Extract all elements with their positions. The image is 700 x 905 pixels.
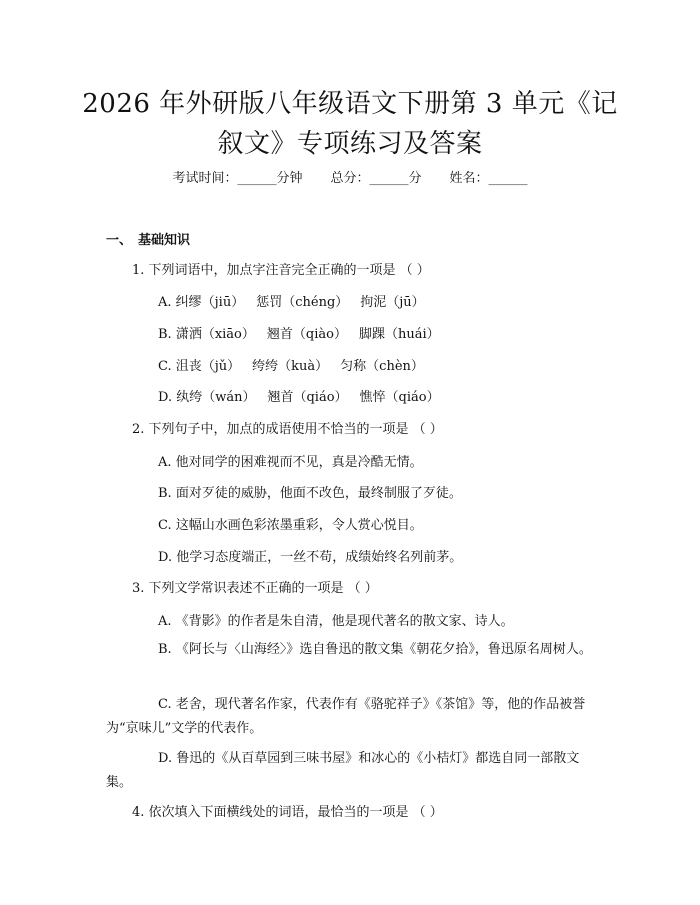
option-b-item-3: 脚踝（huái）	[358, 327, 440, 342]
question-1-stem: 1. 下列词语中，加点字注音完全正确的一项是 （ ）	[132, 263, 430, 278]
title-line-2: 叙文》专项练习及答案	[217, 129, 483, 159]
option-c-item-1: C. 沮丧（jǔ）	[158, 359, 241, 374]
question-2-stem: 2. 下列句子中，加点的成语使用不恰当的一项是 （ ）	[132, 422, 443, 437]
document-title	[60, 84, 640, 164]
section-number: 一、	[106, 233, 133, 248]
question-1-option-c	[158, 358, 436, 376]
question-2-option-a: A. 他对同学的困难视而不见，真是冷酷无情。	[158, 455, 423, 470]
exam-time-field: 考试时间：______分钟	[172, 171, 303, 186]
question-1-option-a	[158, 294, 437, 312]
question-3-option-c: C. 老舍，现代著名作家，代表作有《骆驼祥子》《茶馆》等，他的作品被誉为“京味儿”文学的代表作。	[106, 697, 586, 736]
question-2-option-b: B. 面对歹徒的威胁，他面不改色，最终制服了歹徒。	[158, 486, 462, 501]
option-b-item-1: B. 潇洒（xiāo）	[158, 327, 255, 342]
question-3-option-b: B. 《阿长与〈山海经〉》选自鲁迅的散文集《朝花夕拾》，鲁迅原名周树人。	[158, 642, 592, 657]
question-2-option-c: C. 这幅山水画色彩浓墨重彩，令人赏心悦目。	[158, 518, 423, 533]
option-d-item-3: 憔悴（qiáo）	[359, 390, 440, 405]
question-3-stem: 3. 下列文学常识表述不正确的一项是 （ ）	[132, 581, 378, 596]
option-c-item-3: 匀称（chèn）	[340, 359, 424, 374]
section-title: 基础知识	[138, 233, 191, 248]
option-b-item-2: 翘首（qiào）	[266, 327, 347, 342]
title-line-1: 2026 年外研版八年级语文下册第 3 单元《记	[82, 89, 618, 119]
question-3-option-d: D. 鲁迅的《从百草园到三味书屋》和冰心的《小桔灯》都选自同一部散文集。	[106, 751, 580, 790]
student-name-field: 姓名：______	[449, 171, 528, 186]
option-d-item-1: D. 纨绔（wán）	[158, 390, 256, 405]
question-2-option-d: D. 他学习态度端正，一丝不苟，成绩始终名列前茅。	[158, 550, 463, 565]
section-heading	[106, 232, 190, 250]
option-d-item-2: 翘首（qiáo）	[267, 390, 348, 405]
exam-info	[0, 170, 700, 188]
question-3-option-a: A. 《背影》的作者是朱自清，他是现代著名的散文家、诗人。	[158, 614, 514, 629]
option-a-item-3: 拘泥（jū）	[360, 295, 425, 310]
question-1-option-d	[158, 389, 452, 407]
option-a-item-2: 惩罚（chéng）	[256, 295, 349, 310]
option-a-item-1: A. 纠缪（jiū）	[158, 295, 245, 310]
option-c-item-2: 绔绔（kuà）	[252, 359, 329, 374]
question-4-stem: 4. 依次填入下面横线处的词语，最恰当的一项是 （ ）	[132, 805, 443, 820]
question-1-option-b	[158, 326, 452, 344]
total-score-field: 总分：______分	[330, 171, 422, 186]
